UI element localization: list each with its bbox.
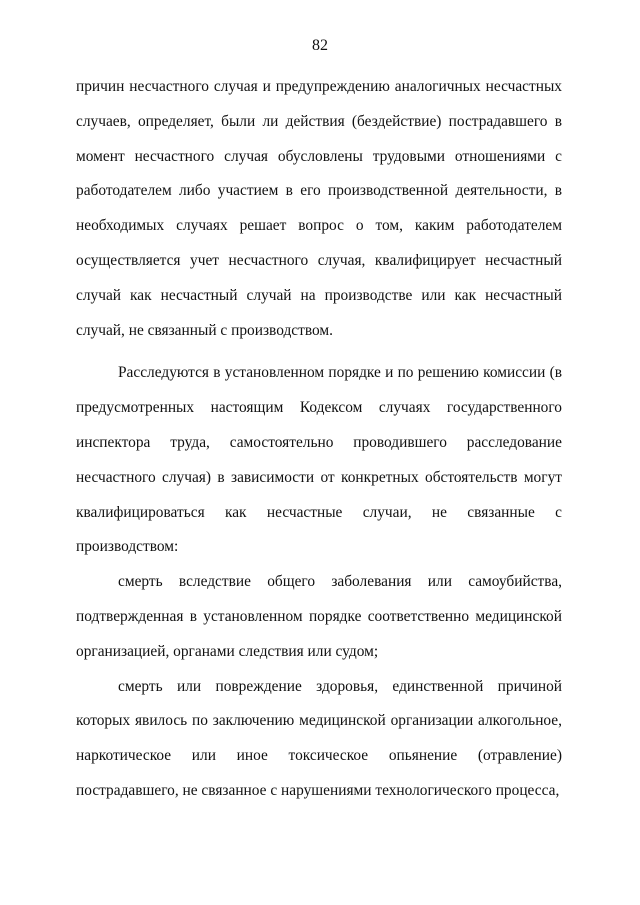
- paragraph-continued: причин несчастного случая и предупреждению аналогичных несчастных случаев, определяет, были ли действия (бездействие) пострадавшего в момент несчастного случая обусловлены трудовыми отношениями с работодателем либо участием в его производственной деятельности, в необходимых случаях решает вопрос о том, каким работодателем осуществляется учет несчастного случая, квалифицирует несчастный случай как несчастный случай на производстве или как несчастный случай, не связанный с производством.: [76, 78, 562, 339]
- document-body: [76, 70, 562, 809]
- paragraph-intoxication: смерть или повреждение здоровья, единственной причиной которых явилось по заключению медицинской организации алкогольное, наркотическое или иное токсическое опьянение (отравление) пострадавшего, не связанное с нарушениями технологического процесса,: [76, 677, 562, 799]
- paragraph-death-illness: смерть вследствие общего заболевания или самоубийства, подтвержденная в установленном порядке соответственно медицинской организацией, органами следствия или судом;: [76, 573, 562, 660]
- page-number: 82: [312, 37, 328, 54]
- paragraph-investigation: Расследуются в установленном порядке и по решению комиссии (в предусмотренных настоящим Кодексом случаях государственного инспектора труда, самостоятельно проводившего расследование несчастного случая) в зависимости от конкретных обстоятельств могут квалифицироваться как несчастные случаи, не связанные с производством:: [76, 364, 562, 556]
